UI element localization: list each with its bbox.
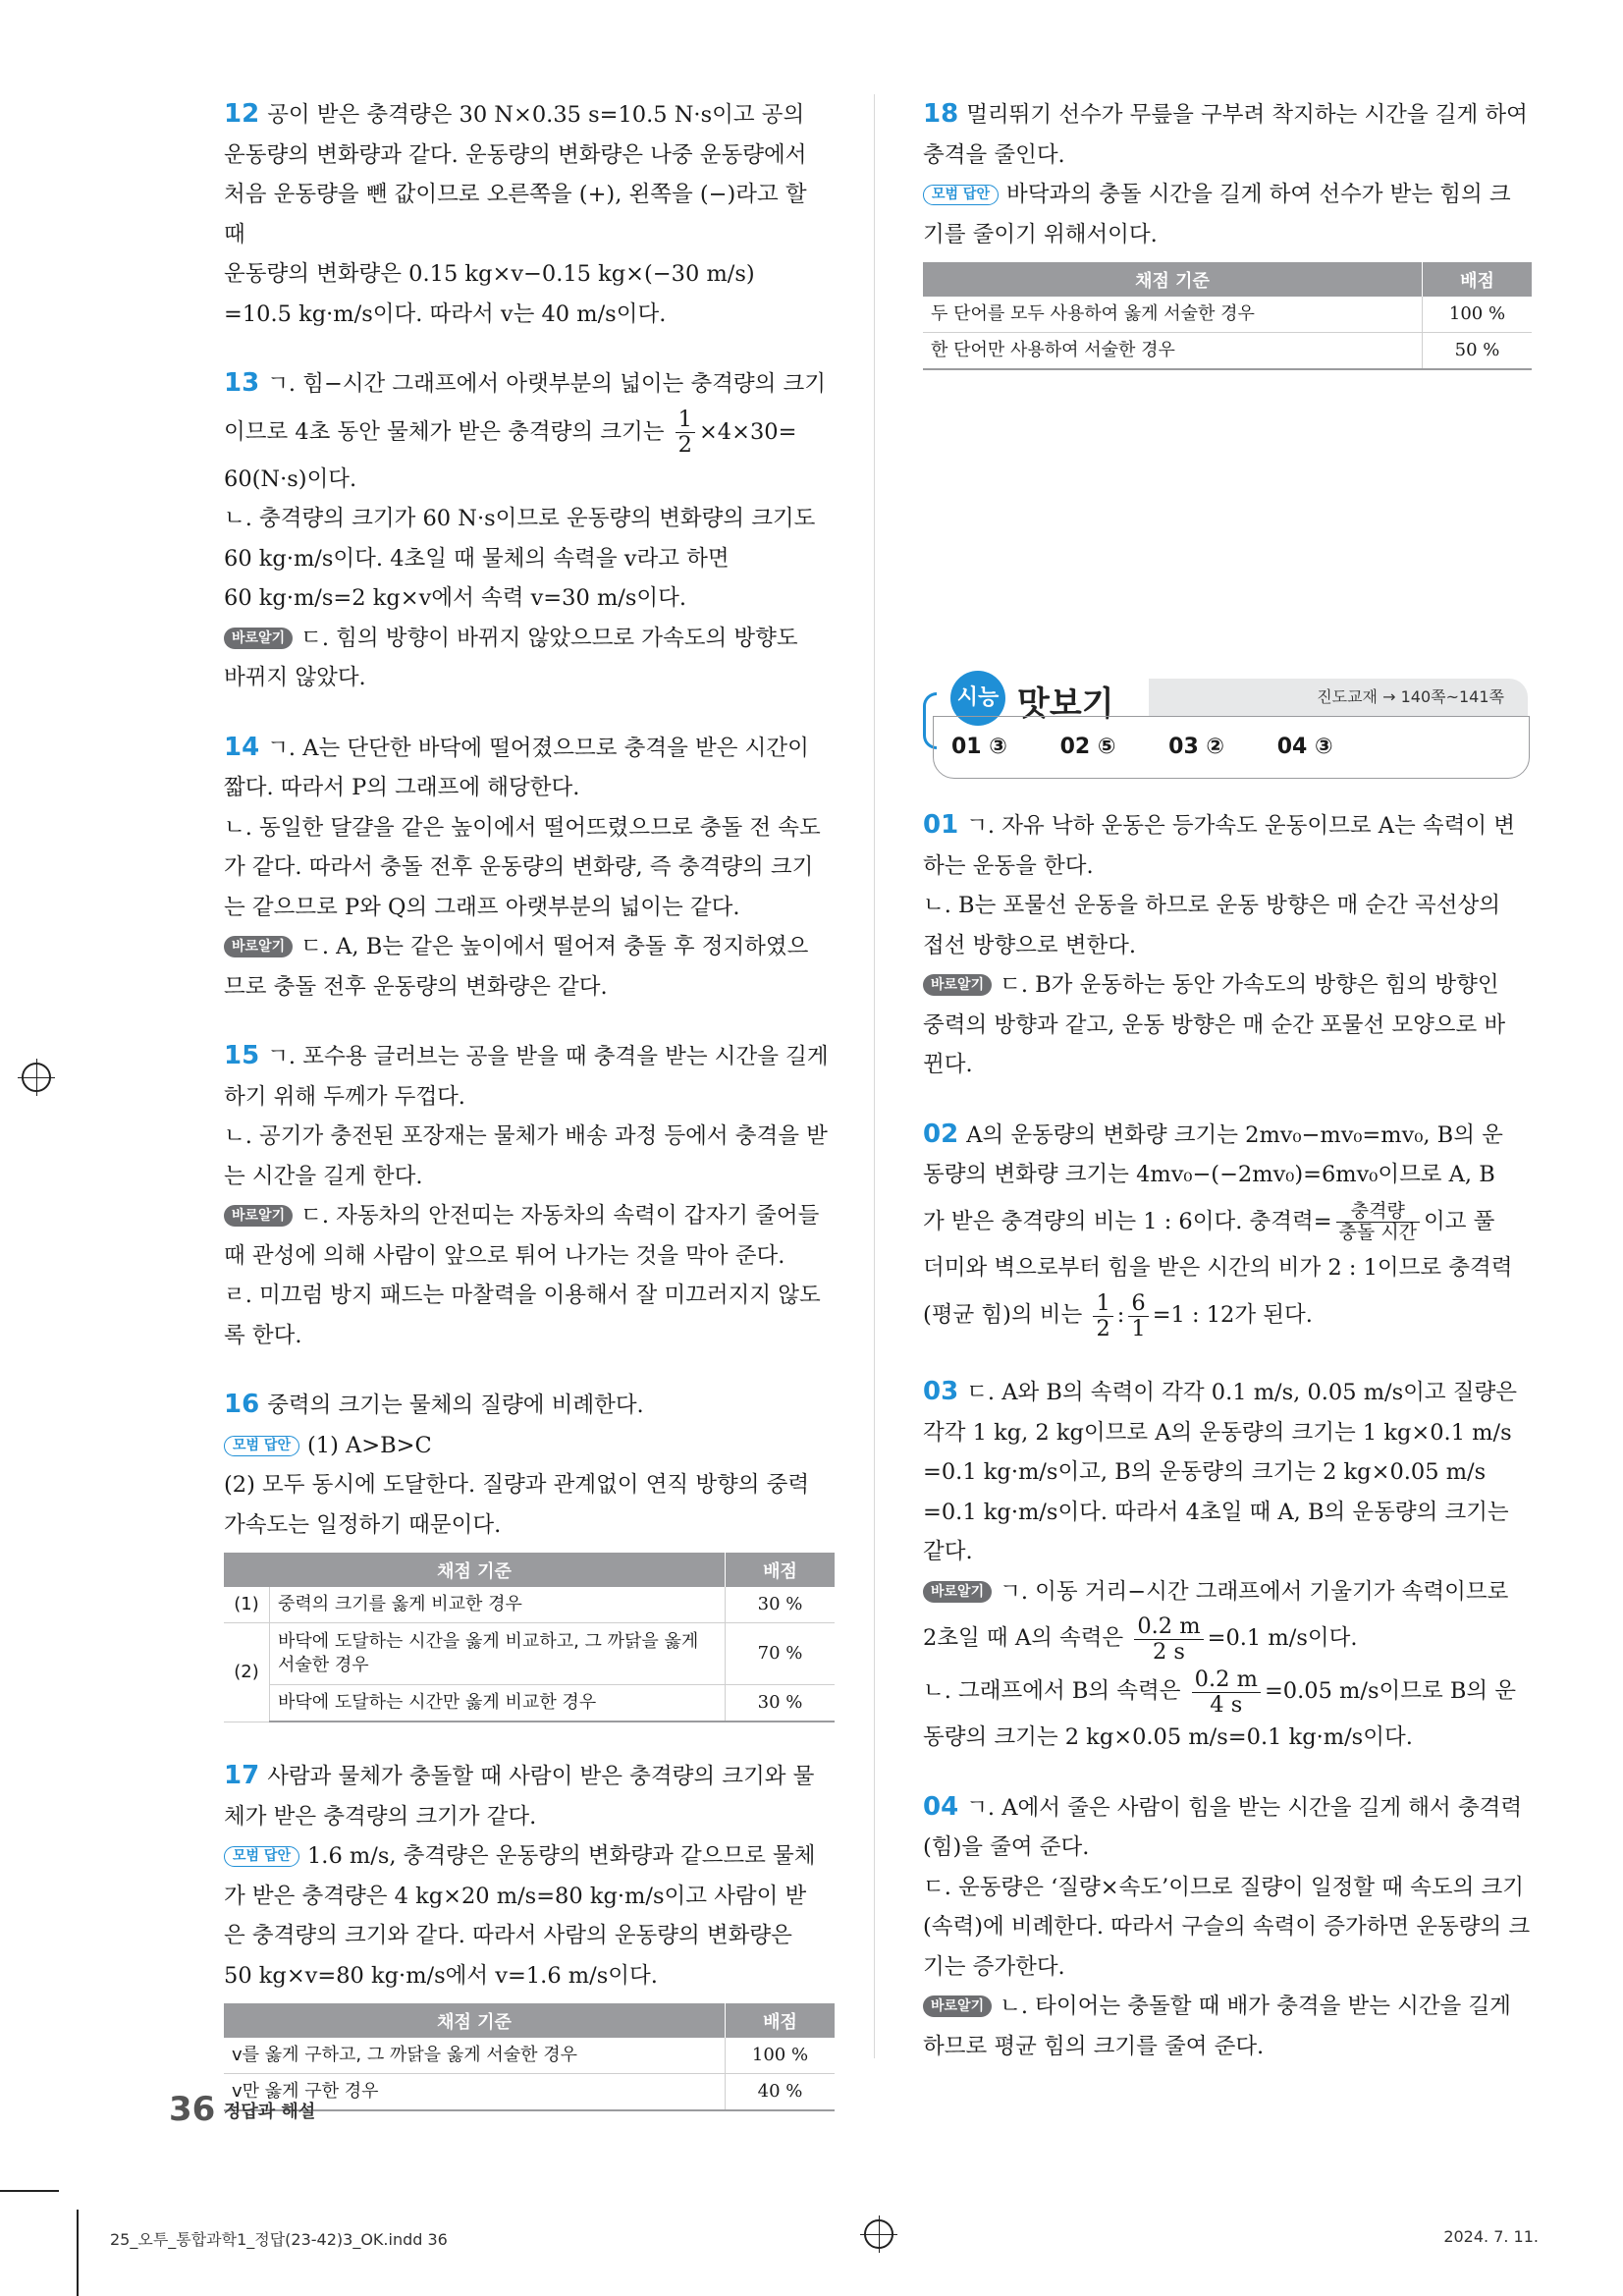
- question-number: 02: [923, 1119, 959, 1149]
- right-column-lower: [923, 805, 1532, 2066]
- answer-15: 15 ㄱ. 포수용 글러브는 공을 받을 때 충격을 받는 시간을 길게 하기 위해 두께가 두껍다. ㄴ. 공기가 충전된 포장재는 물체가 배송 과정 등에서 충격을 받 는 시간을 길게 한다. 바로알기 ㄷ. 자동차의 안전띠는 자동차의 속력이 갑자기 줄어들 때 관성에 의해 사람이 앞으로 튀어 나가는 것을 막아 준다. ㄹ. 미끄럼 방지 패드는 마찰력을 이용해서 잘 미끄러지지 않도 록 한다.: [224, 1041, 829, 1348]
- preview-answer-02: 02 A의 운동량의 변화량 크기는 2mv₀−mv₀=mv₀, B의 운 동량의 변화량 크기는 4mv₀−(−2mv₀)=6mv₀이므로 A, B 가 받은 충격량의 비는 1 : 6이다. 충격력= $\frac{\text{충격량}}{\text{충돌 시간}}$ 이고 풀 더미와 벽으로부터 힘을 받은 시간의 비가 2 : 1이므로 충격력 (평균 힘)의 비는 $\frac{1}{2}$ : $\frac{6}{1}$ =1 : 12가 된다.: [923, 1119, 1513, 1341]
- answer-key: [933, 716, 1530, 779]
- answer-key-item: 01 ③: [951, 735, 1007, 759]
- correction-badge: 바로알기: [923, 1581, 992, 1603]
- model-answer-badge: 모범 답안: [923, 185, 999, 205]
- table-row: 바닥에 도달하는 시간만 옳게 비교한 경우 30 %: [224, 1685, 835, 1722]
- print-slug: 25_오투_통합과학1_정답(23-42)3_OK.indd 36: [110, 2230, 448, 2249]
- column-divider: [874, 94, 875, 2058]
- right-column: [923, 94, 1532, 374]
- correction-badge: 바로알기: [923, 1995, 992, 2017]
- answer-18: 18 멀리뛰기 선수가 무릎을 구부려 착지하는 시간을 길게 하여 충격을 줄인다. 모범 답안 바닥과의 충돌 시간을 길게 하여 선수가 받는 힘의 크 기를 줄이기 위해서이다. 채점 기준 배점 두 단어를 모두 사용하여 옳게 서술한 경우 100 % 한 단어만 사용하여 서술한 경우 50 %: [923, 94, 1532, 370]
- question-number: 01: [923, 810, 959, 840]
- question-number: 18: [923, 99, 959, 129]
- question-number: 12: [224, 99, 260, 129]
- answer-14: 14 ㄱ. A는 단단한 바닥에 떨어졌으므로 충격을 받은 시간이 짧다. 따라서 P의 그래프에 해당한다. ㄴ. 동일한 달걀을 같은 높이에서 떨어뜨렸으므로 충돌 전 속도 가 같다. 따라서 충돌 전후 운동량의 변화량, 즉 충격량의 크기 는 같으므로 P와 Q의 그래프 아랫부분의 넓이는 같다. 바로알기 ㄷ. A, B는 같은 높이에서 떨어져 충돌 후 정지하였으 므로 충돌 전후 운동량의 변화량은 같다.: [224, 732, 821, 1000]
- fraction: $\frac{1}{2}$: [1093, 1291, 1112, 1341]
- correction-badge: 바로알기: [923, 974, 992, 996]
- answer-12: 12 공이 받은 충격량은 30 N×0.35 s=10.5 N·s이고 공의 운동량의 변화량과 같다. 운동량의 변화량은 나중 운동량에서 처음 운동량을 뺀 값이므로 오른쪽을 (+), 왼쪽을 (−)라고 할 때 운동량의 변화량은 0.15 kg×v−0.15 kg×(−30 m/s) =10.5 kg·m/s이다. 따라서 v는 40 m/s이다.: [224, 99, 807, 327]
- fraction: $\frac{\text{충격량}}{\text{충돌 시간}}$: [1336, 1201, 1420, 1243]
- grading-table: 채점 기준 배점 v를 옳게 구하고, 그 까닭을 옳게 서술한 경우 100 % v만 옳게 구한 경우 40 %: [224, 2003, 835, 2111]
- fraction: $\frac{0.2 m}{2 s}$: [1134, 1614, 1203, 1665]
- print-date: 2024. 7. 11.: [1443, 2227, 1539, 2246]
- registration-mark-icon: [864, 2219, 893, 2249]
- left-column: [224, 94, 835, 2115]
- table-row: v만 옳게 구한 경우 40 %: [224, 2074, 835, 2111]
- question-number: 13: [224, 368, 260, 398]
- question-number: 03: [923, 1377, 959, 1406]
- question-number: 04: [923, 1791, 959, 1822]
- section-icon: 시능: [950, 671, 1005, 726]
- section-title: 맛보기: [1017, 684, 1114, 724]
- preview-answer-01: 01 ㄱ. 자유 낙하 운동은 등가속도 운동이므로 A는 속력이 변 하는 운동을 한다. ㄴ. B는 포물선 운동을 하므로 운동 방향은 매 순간 곡선상의 접선 방향으로 변한다. 바로알기 ㄷ. B가 운동하는 동안 가속도의 방향은 힘의 방향인 중력의 방향과 같고, 운동 방향은 매 순간 포물선 모양으로 바 뀐다.: [923, 810, 1515, 1077]
- answer-13: 13 ㄱ. 힘−시간 그래프에서 아랫부분의 넓이는 충격량의 크기 이므로 4초 동안 물체가 받은 충격량의 크기는 $\frac{1}{2}$ ×4×30= 60(N·s)이다. ㄴ. 충격량의 크기가 60 N·s이므로 운동량의 변화량의 크기도 60 kg·m/s이다. 4초일 때 물체의 속력을 v라고 하면 60 kg·m/s=2 kg×v에서 속력 v=30 m/s이다. 바로알기 ㄷ. 힘의 방향이 바뀌지 않았으므로 가속도의 방향도 바뀌지 않았다.: [224, 368, 827, 690]
- fraction: $\frac{1}{2}$: [676, 408, 695, 458]
- answer-16: 16 중력의 크기는 물체의 질량에 비례한다. 모범 답안 (1) A>B>C (2) 모두 동시에 도달한다. 질량과 관계없이 연직 방향의 중력 가속도는 일정하기 때문이다. 채점 기준 배점 (1) 중력의 크기를 옳게 비교한 경우 30 % (2) 바닥에 도달하는 시간을 옳게 비교하고, 그 까닭을 옳게 서술한 경우 70 % 바닥에 도달하는 시간만 옳게 비교한 경우 30 %: [224, 1385, 835, 1722]
- correction-badge: 바로알기: [224, 1205, 293, 1227]
- correction-badge: 바로알기: [224, 628, 293, 649]
- fraction: $\frac{6}{1}$: [1128, 1291, 1148, 1341]
- page-number: 36: [169, 2090, 216, 2129]
- page-label: 정답과 해설: [224, 2102, 316, 2122]
- answer-key-item: 02 ⑤: [1059, 735, 1116, 759]
- model-answer-badge: 모범 답안: [224, 1436, 299, 1456]
- table-row: v를 옳게 구하고, 그 까닭을 옳게 서술한 경우 100 %: [224, 2038, 835, 2074]
- crop-mark: [0, 2190, 59, 2192]
- correction-badge: 바로알기: [224, 936, 293, 957]
- model-answer-badge: 모범 답안: [224, 1846, 299, 1867]
- answer-17: 17 사람과 물체가 충돌할 때 사람이 받은 충격량의 크기와 물 체가 받은 충격량의 크기가 같다. 모범 답안 1.6 m/s, 충격량은 운동량의 변화량과 같으므로 물체 가 받은 충격량은 4 kg×20 m/s=80 kg·m/s이고 사람이 받 은 충격량의 크기와 같다. 따라서 사람의 운동량의 변화량은 50 kg×v=80 kg·m/s에서 v=1.6 m/s이다. 채점 기준 배점 v를 옳게 구하고, 그 까닭을 옳게 서술한 경우 100 % v만 옳게 구한 경우 40 %: [224, 1756, 835, 2111]
- question-number: 15: [224, 1041, 260, 1070]
- answer-key-item: 03 ②: [1168, 735, 1225, 759]
- question-number: 16: [224, 1390, 260, 1419]
- table-row: (2) 바닥에 도달하는 시간을 옳게 비교하고, 그 까닭을 옳게 서술한 경우 70 %: [224, 1623, 835, 1685]
- answer-key-item: 04 ③: [1276, 735, 1333, 759]
- table-row: 한 단어만 사용하여 서술한 경우 50 %: [923, 333, 1532, 370]
- grading-table: 채점 기준 배점 (1) 중력의 크기를 옳게 비교한 경우 30 % (2) 바닥에 도달하는 시간을 옳게 비교하고, 그 까닭을 옳게 서술한 경우 70 % 바닥에 도달하는 시간만 옳게 비교한 경우 30 %: [224, 1553, 835, 1722]
- table-row: (1) 중력의 크기를 옳게 비교한 경우 30 %: [224, 1587, 835, 1623]
- question-number: 17: [224, 1761, 260, 1790]
- question-number: 14: [224, 732, 260, 762]
- preview-answer-04: 04 ㄱ. A에서 줄은 사람이 힘을 받는 시간을 길게 해서 충격력 (힘)을 줄여 준다. ㄷ. 운동량은 ‘질량×속도’이므로 질량이 일정할 때 속도의 크기 (속력)에 비례한다. 따라서 구슬의 속력이 증가하면 운동량의 크 기는 증가한다. 바로알기 ㄴ. 타이어는 충돌할 때 배가 충격을 받는 시간을 길게 하므로 평균 힘의 크기를 줄여 준다.: [923, 1791, 1531, 2059]
- fraction: $\frac{0.2 m}{4 s}$: [1192, 1667, 1261, 1718]
- registration-mark-icon: [22, 1063, 51, 1092]
- textbook-reference: 진도교재 → 140쪽~141쪽: [1149, 679, 1528, 716]
- preview-answer-box: [923, 671, 1532, 785]
- crop-mark: [77, 2210, 79, 2296]
- table-row: 두 단어를 모두 사용하여 옳게 서술한 경우 100 %: [923, 297, 1532, 333]
- preview-answer-03: 03 ㄷ. A와 B의 속력이 각각 0.1 m/s, 0.05 m/s이고 질량은 각각 1 kg, 2 kg이므로 A의 운동량의 크기는 1 kg×0.1 m/s =0.1 kg·m/s이고, B의 운동량의 크기는 2 kg×0.05 m/s =0.1 kg·m/s이다. 따라서 4초일 때 A, B의 운동량의 크기는 같다. 바로알기 ㄱ. 이동 거리−시간 그래프에서 기울기가 속력이므로 2초일 때 A의 속력은 $\frac{0.2 m}{2 s}$ =0.1 m/s이다. ㄴ. 그래프에서 B의 속력은 $\frac{0.2 m}{4 s}$ =0.05 m/s이므로 B의 운 동량의 크기는 2 kg×0.05 m/s=0.1 kg·m/s이다.: [923, 1377, 1518, 1750]
- grading-table: 채점 기준 배점 두 단어를 모두 사용하여 옳게 서술한 경우 100 % 한 단어만 사용하여 서술한 경우 50 %: [923, 262, 1532, 370]
